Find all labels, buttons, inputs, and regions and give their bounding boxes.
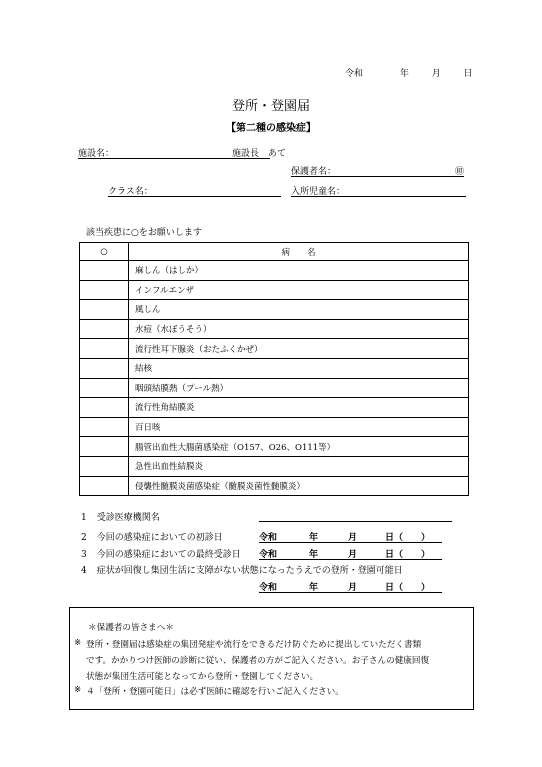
disease-name: 急性出血性結膜炎 [129,456,469,476]
notes-box [69,607,474,710]
guardian-label: 保護者名： [291,167,337,177]
child-field[interactable] [291,184,466,197]
disease-row [80,398,469,418]
disease-check-cell[interactable] [80,437,129,457]
disease-name: 百日咳 [129,417,469,437]
disease-name: 流行性角結膜炎 [129,398,469,418]
disease-check-cell[interactable] [80,378,129,398]
disease-name: 腸管出血性大腸菌感染症（O157、O26、O111等） [129,437,469,457]
disease-check-cell[interactable] [80,300,129,320]
item-2: 2 今回の感染症においての初診日 [81,533,223,543]
disease-row [80,378,469,398]
disease-name: 流行性耳下腺炎（おたふくかぜ） [129,339,469,359]
seal-mark: ㊞ [454,167,464,177]
name-header: 病 名 [129,243,469,261]
disease-check-cell[interactable] [80,358,129,378]
return-date-field[interactable]: 令和 年 月 日 （ ） [259,580,442,593]
disease-name: 水痘（水ぼうそう） [129,319,469,339]
class-field[interactable] [108,184,281,197]
disease-row [80,417,469,437]
notes-mark-1: ※ [74,638,82,648]
disease-name: インフルエンザ [129,280,469,300]
guardian-field[interactable] [291,164,464,177]
header-era: 令和 [345,69,364,79]
disease-check-cell[interactable] [80,339,129,359]
disease-name: 結核 [129,358,469,378]
notes-mark-2: ※ [74,685,82,695]
notes-line-3: 状態が集団生活可能となってから登所・登園してください。 [86,672,319,682]
disease-check-cell[interactable] [80,417,129,437]
child-label: 入所児童名： [291,187,346,197]
first-visit-date-field[interactable]: 令和 年 月 日 （ ） [259,530,442,543]
notes-line-1: 登所・登園届は感染症の集団発症や流行をできるだけ防ぐために提出していただく書類 [86,640,422,650]
class-label: クラス名： [108,187,153,197]
header-year: 年 [399,69,409,79]
disease-row [80,456,469,476]
disease-row [80,339,469,359]
disease-check-cell[interactable] [80,261,129,281]
director-label: 施設長 あて [232,149,287,159]
mark-header: ○ [80,243,129,261]
item-1: 1 受診医療機関名 [81,513,160,523]
disease-check-cell[interactable] [80,280,129,300]
item-3: 3 今回の感染症においての最終受診日 [81,550,241,560]
disease-check-cell[interactable] [80,319,129,339]
header-date [345,66,473,79]
disease-row [80,476,469,496]
notes-line-2: です。かかりつけ医師の診断に従い、保護者の方がご記入ください。お子さんの健康回復 [86,656,430,666]
disease-row [80,300,469,320]
last-visit-date-field[interactable]: 令和 年 月 日 （ ） [259,547,442,560]
page-subtitle: 【第二種の感染症】 [226,123,316,134]
notes-heading: ＊保護者の皆さまへ＊ [88,623,174,633]
header-month: 月 [431,69,441,79]
facility-label: 施設名： [78,149,115,159]
disease-row [80,280,469,300]
instruction-text: 該当疾患に○をお願いします [86,228,202,238]
disease-row [80,261,469,281]
disease-row [80,358,469,378]
disease-check-cell[interactable] [80,456,129,476]
disease-row [80,437,469,457]
disease-name: 麻しん（はしか） [129,261,469,281]
clinic-name-field[interactable] [259,509,452,522]
table-header-row [80,243,469,261]
disease-check-cell[interactable] [80,476,129,496]
item-4: 4 症状が回復し集団生活に支障がない状態になったうえでの登所・登園可能日 [81,566,403,576]
disease-name: 侵襲性髄膜炎菌感染症（髄膜炎菌性髄膜炎） [129,476,469,496]
disease-name: 咽頭結膜熱（プール熱） [129,378,469,398]
page-title: 登所・登園届 [231,99,310,114]
disease-name: 風しん [129,300,469,320]
header-day: 日 [463,69,473,79]
notes-line-4: ４「登所・登園可能日」は必ず医師に確認を行いご記入ください。 [86,687,344,697]
disease-check-cell[interactable] [80,398,129,418]
disease-row [80,319,469,339]
disease-table [79,242,469,496]
